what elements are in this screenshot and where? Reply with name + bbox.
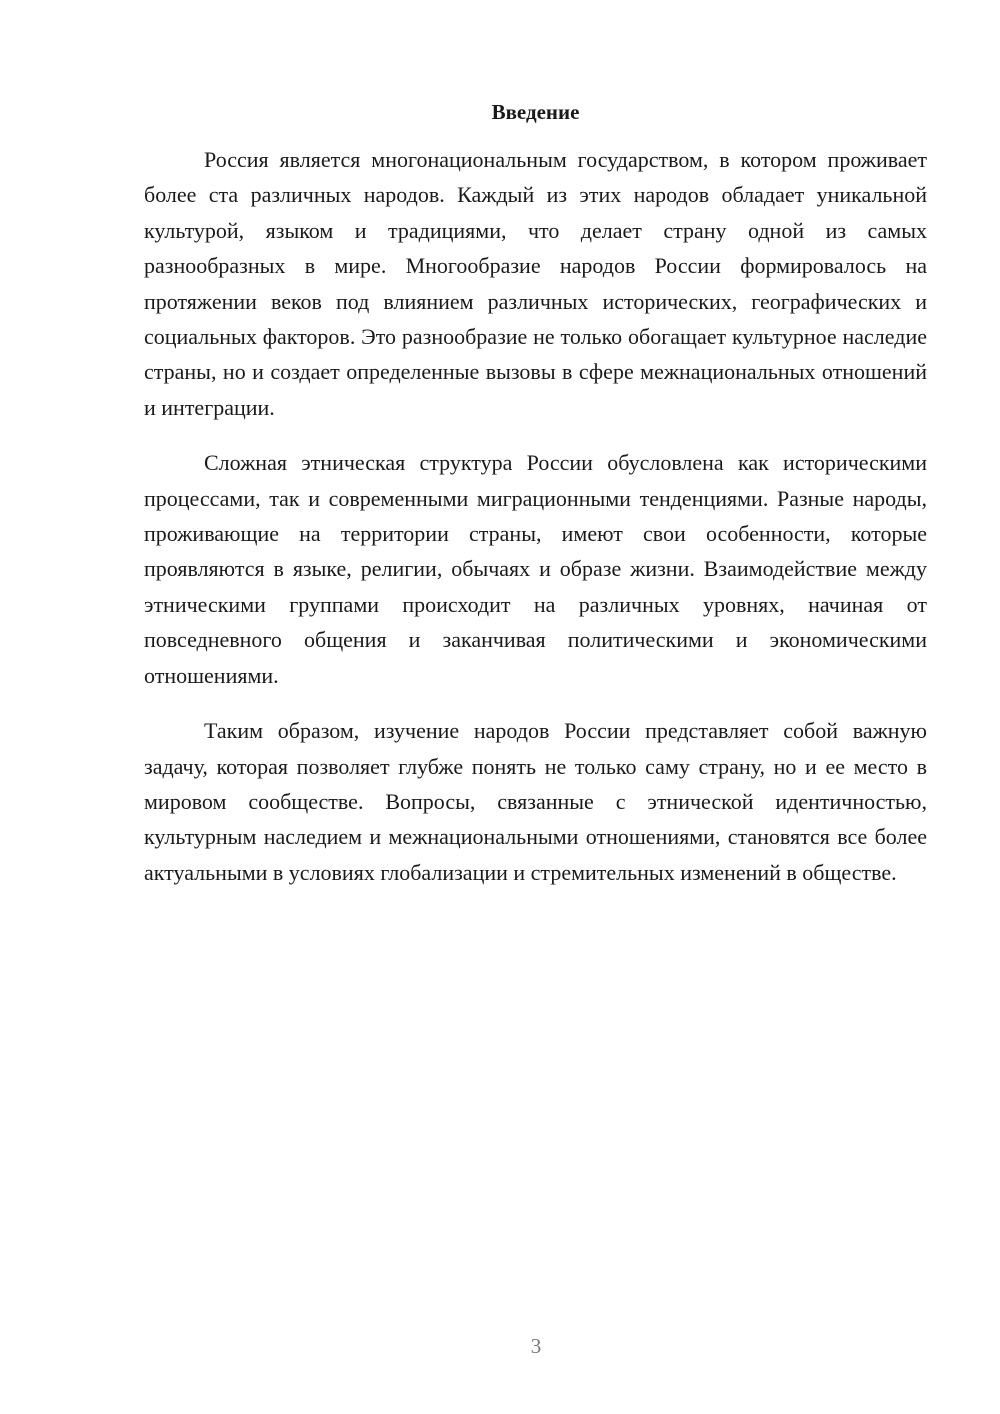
paragraph-3: Таким образом, изучение народов России представляет собой важную задачу, которая позволяет глубже понять не только саму страну, но и ее место в мировом сообществе. Вопросы, связанные с этнической идентичностью, культурным наследием и межнациональными отношениями, становятся все более актуальными в условиях глобализации и стремительных изменений в обществе. (144, 718, 927, 885)
paragraph-1: Россия является многонациональным государством, в котором проживает более ста различных народов. Каждый из этих народов обладает уникальной культурой, языком и традициями, что делает страну одной из самых разнообразных в мире. Многообразие народов России формировалось на протяжении веков под влиянием различных исторических, географических и социальных факторов. Это разнообразие не только обогащает культурное наследие страны, но и создает определенные вызовы в сфере межнациональных отношений и интеграции. (144, 147, 927, 420)
page-number: 3 (530, 1334, 542, 1358)
body-text (144, 142, 927, 910)
section-heading: Введение (491, 100, 580, 124)
paragraph-2: Сложная этническая структура России обусловлена как историческими процессами, так и современными миграционными тенденциями. Разные народы, проживающие на территории страны, имеют свои особенности, которые проявляются в языке, религии, обычаях и образе жизни. Взаимодействие между этническими группами происходит на различных уровнях, начиная от повседневного общения и заканчивая политическими и экономическими отношениями. (144, 450, 927, 688)
